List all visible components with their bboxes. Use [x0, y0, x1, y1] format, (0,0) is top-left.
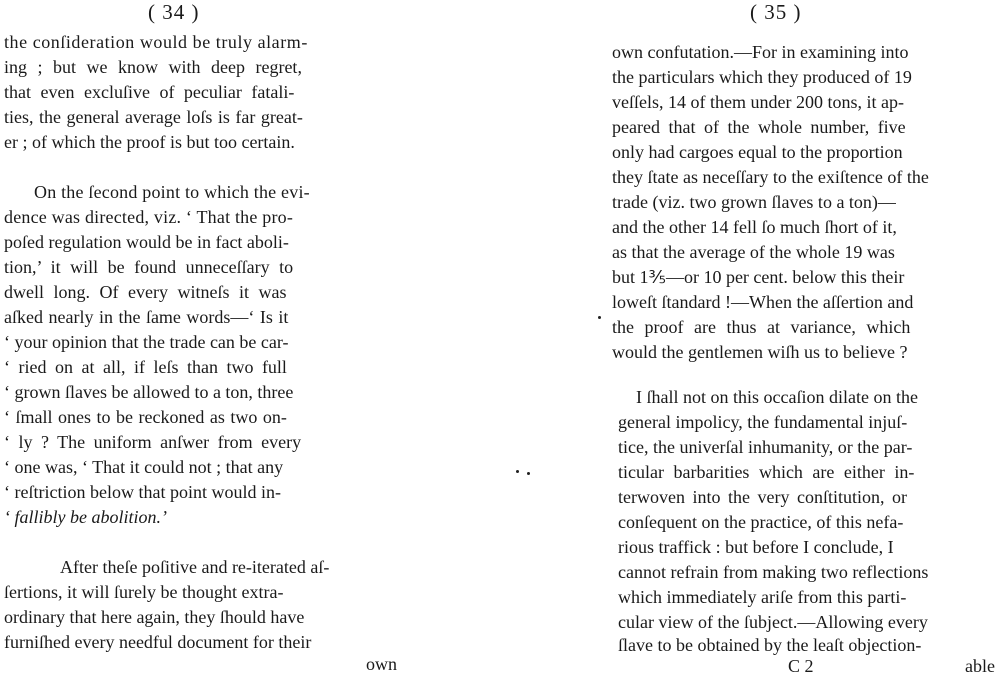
text-line: dwell long. Of every witneſs it was	[4, 282, 287, 302]
text-line: I ſhall not on this occaſion dilate on the	[636, 387, 918, 407]
text-line: cular view of the ſubject.—Allowing every	[618, 612, 928, 632]
text-line: ‘ ly ? The uniform anſwer from every	[4, 432, 302, 452]
text-line: only had cargoes equal to the proportion	[612, 142, 903, 162]
text-line: ing ; but we know with deep regret,	[4, 57, 302, 77]
text-line: dence was directed, viz. ‘ That the pro-	[4, 207, 294, 227]
catchword: own	[366, 654, 397, 674]
left-page	[0, 0, 410, 680]
text-line: the conſideration would be truly alarm-	[4, 32, 308, 52]
text-line: that even excluſive of peculiar fatali-	[4, 82, 295, 102]
text-line: conſequent on the practice, of this nefa-	[618, 512, 904, 532]
text-line: ‘ your opinion that the trade can be car-	[4, 332, 289, 352]
text-line: er ; of which the proof is but too certain.	[4, 132, 295, 152]
text-line: tice, the univerſal inhumanity, or the par-	[618, 437, 913, 457]
text-line: furniſhed every needful document for their	[4, 632, 312, 652]
text-line: cannot refrain from making two reflections	[618, 562, 929, 582]
text-line: poſed regulation would be in fact aboli-	[4, 232, 289, 252]
catchword: able	[965, 656, 995, 676]
text-line: which immediately ariſe from this parti-	[618, 587, 907, 607]
text-line: own confutation.—For in examining into	[612, 42, 909, 62]
signature-mark: C 2	[788, 656, 814, 676]
text-line: ſertions, it will ſurely be thought extra-	[4, 582, 284, 602]
text-line: ‘ grown ſlaves be allowed to a ton, three	[4, 382, 294, 402]
text-line: After theſe poſitive and re-iterated aſ-	[60, 557, 330, 577]
text-line: ‘ one was, ‘ That it could not ; that any	[4, 457, 284, 477]
text-line: aſked nearly in the ſame words—‘ Is it	[4, 307, 289, 327]
text-line: loweſt ſtandard !—When the aſſertion and	[612, 292, 914, 312]
text-line: as that the average of the whole 19 was	[612, 242, 895, 262]
text-line: and the other 14 fell ſo much ſhort of it,	[612, 217, 897, 237]
left-page-number: ( 34 )	[148, 0, 200, 24]
text-line: ordinary that here again, they ſhould have	[4, 607, 305, 627]
text-line: tion,’ it will be found unneceſſary to	[4, 257, 294, 277]
ink-speck	[516, 470, 519, 473]
text-line: the proof are thus at variance, which	[612, 317, 911, 337]
text-line: peared that of the whole number, five	[612, 117, 906, 137]
text-line: but 1⅗—or 10 per cent. below this their	[612, 267, 905, 287]
text-line: ‘ ſmall ones to be reckoned as two on-	[4, 407, 287, 427]
text-line: ſlave to be obtained by the leaſt objection-	[618, 635, 922, 655]
text-line: ‘ ried on at all, if leſs than two full	[4, 357, 287, 377]
right-page	[600, 0, 1000, 680]
text-line: ties, the general average loſs is far great-	[4, 107, 303, 127]
text-line: On the ſecond point to which the evi-	[34, 182, 310, 202]
text-line: ‘ fallibly be abolition.’	[4, 507, 167, 527]
text-line: would the gentlemen wiſh us to believe ?	[612, 342, 908, 362]
right-page-number: ( 35 )	[750, 0, 802, 24]
text-line: ‘ reſtriction below that point would in-	[4, 482, 281, 502]
text-line: ticular barbarities which are either in-	[618, 462, 915, 482]
text-line: rious traffick : but before I conclude, I	[618, 537, 894, 557]
text-line: they ſtate as neceſſary to the exiſtence of the	[612, 167, 929, 187]
text-line: general impolicy, the fundamental injuſ-	[618, 412, 908, 432]
text-line: trade (viz. two grown ſlaves to a ton)—	[612, 192, 896, 212]
text-line: veſſels, 14 of them under 200 tons, it ap-	[612, 92, 904, 112]
text-line: the particulars which they produced of 19	[612, 67, 912, 87]
text-line: terwoven into the very conſtitution, or	[618, 487, 907, 507]
ink-speck	[527, 472, 530, 475]
